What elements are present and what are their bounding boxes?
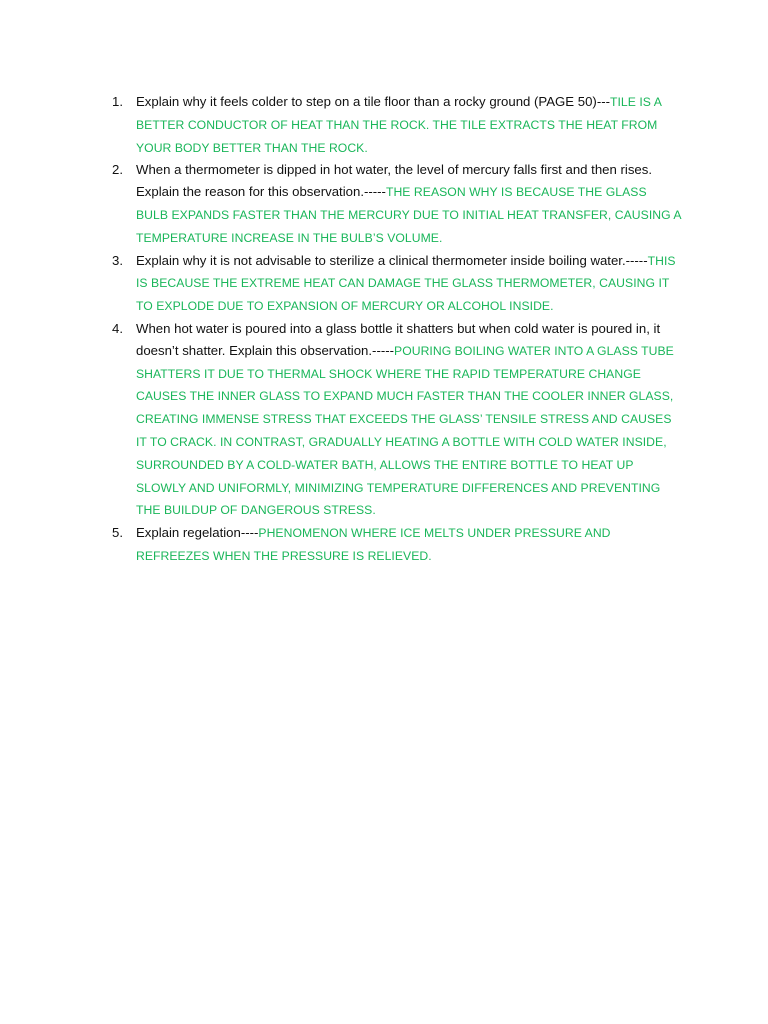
- item-number: 4.: [112, 320, 123, 336]
- item-number: 2.: [112, 162, 123, 178]
- answer-text: THIS IS BECAUSE THE EXTREME HEAT CAN DAMAGE THE GLASS THERMOMETER, CAUSING IT TO EXPLODE DUE TO EXPANSION OF MERCURY OR ALCOHOL INSIDE.: [136, 253, 676, 314]
- question-item: [104, 159, 682, 249]
- question-text: Explain regelation----: [136, 525, 259, 541]
- question-item: [104, 318, 682, 522]
- answer-text: POURING BOILING WATER INTO A GLASS TUBE SHATTERS IT DUE TO THERMAL SHOCK WHERE THE RAPID TEMPERATURE CHANGE CAUSES THE INNER GLASS TO EXPAND MUCH FASTER THAN THE COOLER INNER GLASS, CREATING IMMENSE STRESS THAT EXCEEDS THE GLASS’ TENSILE STRESS AND CAUSES IT TO CRACK. IN CONTRAST, GRADUALLY HEATING A BOTTLE WITH COLD WATER INSIDE, SURROUNDED BY A COLD-WATER BATH, ALLOWS THE ENTIRE BOTTLE TO HEAT UP SLOWLY AND UNIFORMLY, MINIMIZING TEMPERATURE DIFFERENCES AND PREVENTING THE BUILDUP OF DANGEROUS STRESS.: [136, 343, 674, 518]
- answer-text: THE REASON WHY IS BECAUSE THE GLASS BULB EXPANDS FASTER THAN THE MERCURY DUE TO INITIAL HEAT TRANSFER, CAUSING A TEMPERATURE INCREASE IN THE BULB’S VOLUME.: [136, 185, 681, 245]
- question-text: Explain why it feels colder to step on a tile floor than a rocky ground (PAGE 50)---: [136, 94, 610, 109]
- answer-text: PHENOMENON WHERE ICE MELTS UNDER PRESSURE AND REFREEZES WHEN THE PRESSURE IS RELIEVED.: [136, 526, 611, 563]
- question-text: Explain why it is not advisable to sterilize a clinical thermometer inside boiling water.-----: [136, 252, 648, 268]
- answer-text: TILE IS A BETTER CONDUCTOR OF HEAT THAN THE ROCK. THE TILE EXTRACTS THE HEAT FROM YOUR BODY BETTER THAN THE ROCK.: [136, 95, 662, 155]
- question-item: [104, 250, 682, 318]
- question-text: When a thermometer is dipped in hot water, the level of mercury falls first and then rises. Explain the reason for this observation.-----: [136, 162, 653, 200]
- item-number: 5.: [112, 525, 123, 541]
- question-list: [104, 91, 682, 568]
- question-item: [104, 91, 682, 159]
- question-text: When hot water is poured into a glass bottle it shatters but when cold water is poured in, it doesn’t shatter. Explain this observation.-----: [136, 320, 661, 358]
- item-number: 3.: [112, 252, 123, 268]
- question-item: [104, 522, 682, 568]
- item-number: 1.: [112, 94, 123, 109]
